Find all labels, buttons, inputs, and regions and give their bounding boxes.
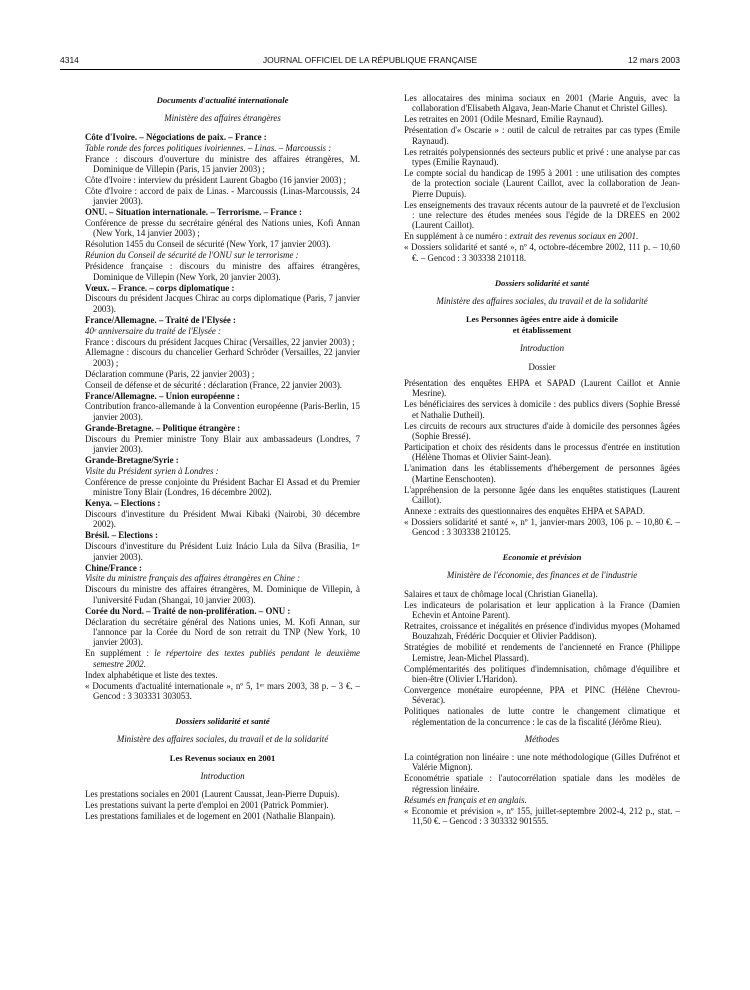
entry-text: Les retraites en 2001 (Odile Mesnard, Emilie Raynaud). xyxy=(404,114,604,125)
entry-text: Salaires et taux de chômage local (Christian Gianella). xyxy=(404,588,598,599)
supplement-note xyxy=(404,231,680,241)
entry-text: « Dossiers solidarité et santé », nº 1, janvier-mars 2003, 106 p. – 10,80 €. – Gencod : 3 303338 210125. xyxy=(404,516,680,538)
entry-text: Annexe : extraits des questionnaires des enquêtes EHPA et SAPAD. xyxy=(404,505,645,516)
entry-text: La cointégration non linéaire : une note méthodologique (Gilles Dufrénot et Valérie Mignon). xyxy=(404,752,680,773)
left-column xyxy=(85,93,360,822)
resumes-note: Résumés en français et en anglais. xyxy=(404,794,527,805)
entry-heading: Grande-Bretagne. – Politique étrangère : xyxy=(85,422,241,433)
entry-text: Politiques nationales de lutte contre le changement climatique et réglementation de la concurrence : le cas de la fiscalité (Jérôme Rieu). xyxy=(404,706,680,727)
entry-heading: Grande-Bretagne/Syrie : xyxy=(85,455,179,465)
supplement-text: extrait des revenus sociaux en 2001. xyxy=(509,231,639,242)
entry-text: Index alphabétique et liste des textes. xyxy=(85,669,218,680)
entry-text: Déclaration commune (Paris, 22 janvier 2003) ; xyxy=(85,368,255,379)
entry-text: Côte d'Ivoire : accord de paix de Linas. - Marcoussis (Linas-Marcoussis, 24 janvier 2003). xyxy=(85,185,360,207)
section-subject: Les Personnes âgées entre aide à domicile xyxy=(465,314,619,325)
section-subject-line2: et établissement xyxy=(512,324,572,335)
page-number: 4314 xyxy=(60,55,79,65)
entry-text: Stratégies de mobilité et rendements de l'ancienneté en France (Philippe Lemistre, Jean-Michel Plassard). xyxy=(404,642,680,663)
section-title: Dossiers solidarité et santé xyxy=(494,277,590,288)
entry-text: Allemagne : discours du chancelier Gerhard Schröder (Versailles, 22 janvier 2003) ; xyxy=(85,347,360,368)
entry-text: Discours d'investiture du Président Luiz Inácio Lula da Silva (Brasilia, 1ᵉʳ janvier 2003). xyxy=(85,541,360,562)
entry-text: Les allocataires des minima sociaux en 2001 (Marie Anguis, avec la collaboration d'Elisabeth Algava, Jean-Marie Chanut et Christel Gilles). xyxy=(404,93,680,114)
entry-text: Contribution franco-allemande à la Convention européenne (Paris-Berlin, 15 janvier 2003). xyxy=(85,401,360,422)
entry-text: Conseil de défense et de sécurité : déclaration (France, 22 janvier 2003). xyxy=(85,379,343,390)
entry-subheading: 40ᵉ anniversaire du traité de l'Elysée : xyxy=(85,325,222,336)
entry-text: Les prestations sociales en 2001 (Laurent Caussat, Jean-Pierre Dupuis). xyxy=(85,789,340,800)
entry-text: Conférence de presse du secrétaire général des Nations unies, Kofi Annan (New York, 14 janvier 2003) ; xyxy=(85,218,360,239)
entry-heading: Kenya. – Elections : xyxy=(85,498,161,509)
entry-text: Côte d'Ivoire : interview du président Laurent Gbagbo (16 janvier 2003) ; xyxy=(85,174,347,185)
page-header xyxy=(60,55,680,69)
supplement-label: En supplément : xyxy=(85,648,155,659)
entry-heading: France/Allemagne. – Union européenne : xyxy=(85,390,240,401)
section-methodes: Méthodes xyxy=(524,733,560,744)
section-title: Documents d'actualité internationale xyxy=(156,95,289,105)
entry-subheading: Visite du Président syrien à Londres : xyxy=(85,465,219,476)
entry-text: Conférence de presse conjointe du Président Bachar El Assad et du Premier ministre Tony Blair (Londres, 16 décembre 2002). xyxy=(85,476,360,498)
entry-heading: Corée du Nord. – Traité de non-prolifération. – ONU : xyxy=(85,605,291,616)
entry-text: France : discours du président Jacques Chirac (Versailles, 22 janvier 2003) ; xyxy=(85,336,355,347)
entry-text: Déclaration du secrétaire général des Nations unies, M. Kofi Annan, sur l'annonce par la Corée du Nord de son retrait du TNP (New York, 10 janvier 2003). xyxy=(85,616,360,648)
entry-heading: ONU. – Situation internationale. – Terrorisme. – France : xyxy=(85,207,303,218)
entry-text: Présidence française : discours du ministre des affaires étrangères, Dominique de Villepin (New York, 20 janvier 2003). xyxy=(85,261,360,282)
entry-heading: Brésil. – Elections : xyxy=(85,530,158,541)
journal-title: JOURNAL OFFICIEL DE LA RÉPUBLIQUE FRANÇAISE xyxy=(262,55,478,65)
entry-text: Les enseignements des travaux récents autour de la pauvreté et de l'exclusion : une relecture des études menées sous l'égide de la DREES en 2002 (Laurent Caillot). xyxy=(404,199,680,231)
header-rule xyxy=(60,69,680,70)
entries-list xyxy=(85,132,360,702)
entry-text: Les bénéficiaires des services à domicile : des publics divers (Sophie Bressé et Nathalie Dutheil). xyxy=(404,399,680,420)
entry-text: Discours du ministre des affaires étrangères, M. Dominique de Villepin, à l'université Fudan (Shangai, 10 janvier 2003). xyxy=(85,584,360,605)
entry-text: Retraites, croissance et inégalités en présence d'individus myopes (Mohamed Bouzahzah, Frédéric Docquier et Olivier Paddison). xyxy=(404,621,680,642)
entry-text: Complémentarités des politiques d'indemnisation, chômage d'équilibre et bien-être (Olivier L'Haridon). xyxy=(404,663,680,685)
entry-text: L'appréhension de la personne âgée dans les enquêtes statistiques (Laurent Caillot). xyxy=(404,484,680,505)
entry-subheading: Visite du ministre français des affaires étrangères en Chine : xyxy=(85,573,301,584)
entry-text: « Documents d'actualité internationale », nº 5, 1ᵉʳ mars 2003, 38 p. – 3 €. – Gencod : 3 303331 303053. xyxy=(85,680,360,701)
entry-text: Discours du président Jacques Chirac au corps diplomatique (Paris, 7 janvier 2003). xyxy=(85,293,360,314)
entry-text: « Dossiers solidarité et santé », nº 4, octobre-décembre 2002, 111 p. – 10,60 €. – Gencod : 3 303338 210118. xyxy=(404,242,680,263)
section-ministry: Ministère des affaires sociales, du travail et de la solidarité xyxy=(116,734,329,745)
supplement-text: le répertoire des textes publiés pendant le deuxième semestre 2002. xyxy=(93,648,360,669)
entry-text: Discours du Premier ministre Tony Blair aux ambassadeurs (Londres, 7 janvier 2003). xyxy=(85,433,360,455)
entry-text: Discours d'investiture du Président Mwai Kibaki (Nairobi, 30 décembre 2002). xyxy=(85,509,360,530)
section-title: Economie et prévision xyxy=(502,552,582,563)
right-column xyxy=(404,93,680,827)
entry-text: Le compte social du handicap de 1995 à 2001 : une utilisation des comptes de la protection sociale (Laurent Caillot, avec la collaboration de Jean-Pierre Dupuis). xyxy=(404,167,680,199)
supplement-label: En supplément à ce numéro : xyxy=(404,231,510,242)
entry-subheading: Table ronde des forces politiques ivoiriennes. – Linas. – Marcoussis : xyxy=(85,142,332,153)
section-subject: Les Revenus sociaux en 2001 xyxy=(169,752,276,763)
entry-text: Les indicateurs de polarisation et leur application à la France (Damien Echevin et Antoine Parent). xyxy=(404,599,680,621)
entry-text: France : discours d'ouverture du ministre des affaires étrangères, M. Dominique de Villepin (Paris, 15 janvier 2003) ; xyxy=(85,153,360,175)
entry-text: Les circuits de recours aux structures d'aide à domicile des personnes âgées (Sophie Bressé). xyxy=(404,420,680,441)
section-ministry: Ministère de l'économie, des finances et de l'industrie xyxy=(446,570,638,581)
entry-heading: France/Allemagne. – Traité de l'Elysée : xyxy=(85,314,237,325)
publication-reference: « Economie et prévision », nº 155, juillet-septembre 2002-4, 212 p., stat. – 11,50 €. – Gencod : 3 303332 901555. xyxy=(404,805,680,826)
section-dossier: Dossier xyxy=(528,361,556,372)
entry-text: Présentation des enquêtes EHPA et SAPAD (Laurent Caillot et Annie Mesrine). xyxy=(404,377,680,399)
section-ministry: Ministère des affaires étrangères xyxy=(164,113,281,124)
entry-text: Les retraités polypensionnés des secteurs public et privé : une analyse par cas types (Emilie Raynaud). xyxy=(404,146,680,167)
entry-heading: Côte d'Ivoire. – Négociations de paix. – France : xyxy=(85,131,267,142)
entry-text: Les prestations suivant la perte d'emploi en 2001 (Patrick Pommier). xyxy=(85,800,329,811)
entry-text: L'animation dans les établissements d'hébergement de personnes âgées (Martine Eenschooten). xyxy=(404,463,680,484)
entry-text: Econométrie spatiale : l'autocorrélation spatiale dans les modèles de régression linéaire. xyxy=(404,773,680,794)
entries-list xyxy=(404,752,680,794)
entry-text: Les prestations familiales et de logement en 2001 (Nathalie Blanpain). xyxy=(85,811,336,822)
section-ministry: Ministère des affaires sociales, du travail et de la solidarité xyxy=(436,295,648,306)
entry-text: Résolution 1455 du Conseil de sécurité (New York, 17 janvier 2003). xyxy=(85,239,331,250)
section-intro: Introduction xyxy=(200,771,245,782)
entries-list xyxy=(404,93,680,263)
entries-list xyxy=(85,789,360,821)
entries-list xyxy=(404,378,680,538)
entry-text: Participation et choix des résidents dans le processus d'entrée en institution (Hélène Thomas et Olivier Saint-Jean). xyxy=(404,441,680,463)
supplement-note xyxy=(85,648,360,669)
entry-text: Présentation d'« Oscarie » : outil de calcul de retraites par cas types (Emile Raynaud). xyxy=(404,125,680,146)
issue-date: 12 mars 2003 xyxy=(628,55,680,65)
entry-subheading: Réunion du Conseil de sécurité de l'ONU sur le terrorisme : xyxy=(85,250,299,261)
entries-list xyxy=(404,589,680,727)
section-intro: Introduction xyxy=(519,343,565,354)
entry-heading: Chine/France : xyxy=(85,562,142,573)
entry-heading: Vœux. – France. – corps diplomatique : xyxy=(85,282,235,293)
entry-text: Convergence monétaire européenne, PPA et PINC (Hélène Chevrou-Séverac). xyxy=(404,685,680,706)
section-title: Dossiers solidarité et santé xyxy=(175,715,270,726)
